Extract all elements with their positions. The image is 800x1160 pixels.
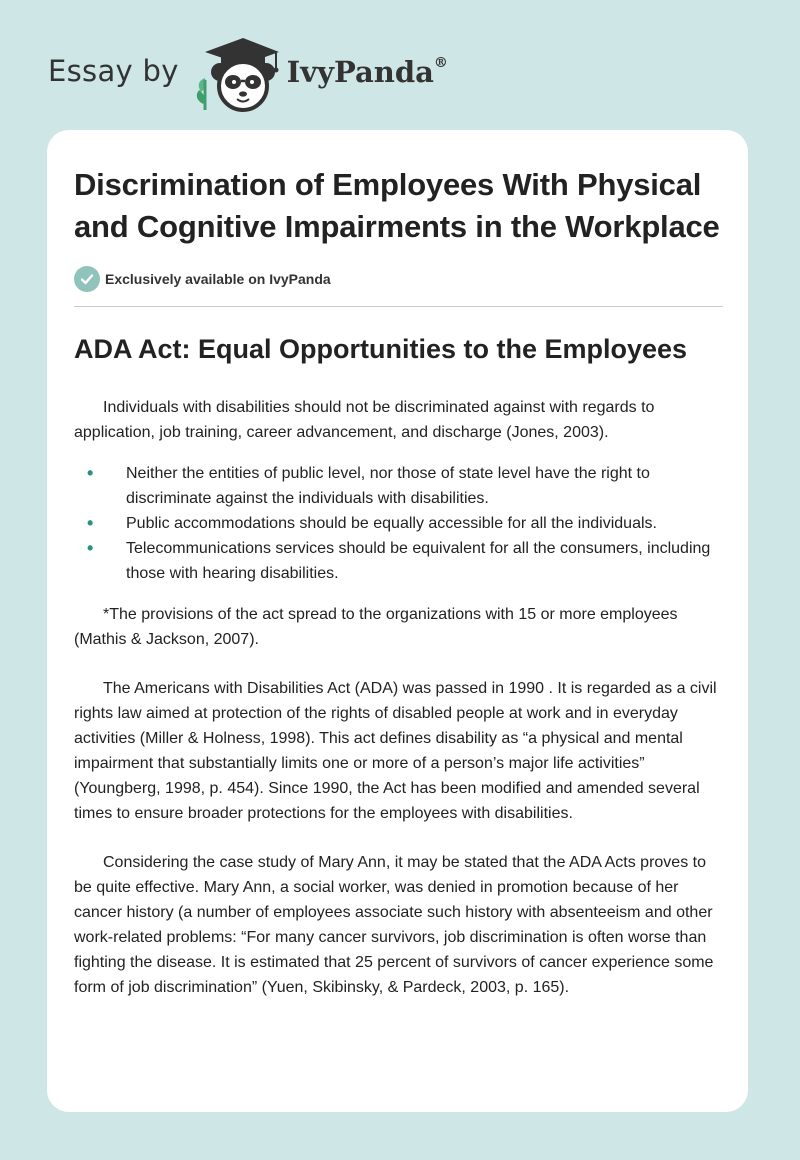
check-circle-icon <box>74 266 100 292</box>
bullet-dot-icon: • <box>87 463 94 483</box>
list-item: • Neither the entities of public level, nor those of state level have the right to discriminate against the individuals with disabilities. <box>87 463 650 507</box>
bullet-dot-icon: • <box>87 538 94 558</box>
bullet-list <box>74 461 724 586</box>
section-heading: ADA Act: Equal Opportunities to the Employees <box>74 334 688 364</box>
divider <box>74 306 723 307</box>
brand-name[interactable]: IvyPanda® <box>286 55 448 89</box>
bullet-dot-icon: • <box>87 513 94 533</box>
essay-content <box>74 164 724 1000</box>
paragraph: Individuals with disabilities should not be discriminated against with regards to application, job training, career advancement, and discharge (Jones, 2003). <box>74 399 655 441</box>
exclusive-badge <box>74 265 724 293</box>
list-item: • Public accommodations should be equally accessible for all the individuals. <box>74 511 724 536</box>
essay-title: Discrimination of Employees With Physical and Cognitive Impairments in the Workplace <box>74 167 720 244</box>
list-item: • Telecommunications services should be equivalent for all the consumers, including those with hearing disabilities. <box>87 538 711 582</box>
panda-logo-icon <box>193 34 279 114</box>
essay-card <box>47 130 748 1112</box>
paragraph: *The provisions of the act spread to the organizations with 15 or more employees (Mathis & Jackson, 2007). <box>74 606 678 648</box>
paragraph: The Americans with Disabilities Act (ADA) was passed in 1990 . It is regarded as a civil rights law aimed at protection of the rights of disabled people at work and in everyday activities (Miller & Holness, 1998). This act defines disability as “a physical and mental impairment that substantially limits one or more of a person’s major life activities” (Youngberg, 1998, p. 454). Since 1990, the Act has been modified and amended several times to ensure broader protections for the employees with disabilities. <box>74 680 717 822</box>
essay-by-label: Essay by <box>48 54 179 88</box>
site-header <box>48 34 448 114</box>
registered-mark: ® <box>433 55 448 72</box>
paragraph: Considering the case study of Mary Ann, it may be stated that the ADA Acts proves to be quite effective. Mary Ann, a social worker, was denied in promotion because of her cancer history (a number of employees associate such history with absenteeism and other work-related problems: “For many cancer survivors, job discrimination is often worse than fighting the disease. It is estimated that 25 percent of survivors of cancer experience some form of job discrimination” (Yuen, Skibinsky, & Pardeck, 2003, p. 165). <box>74 854 714 996</box>
exclusive-badge-label: Exclusively available on IvyPanda <box>105 271 331 287</box>
